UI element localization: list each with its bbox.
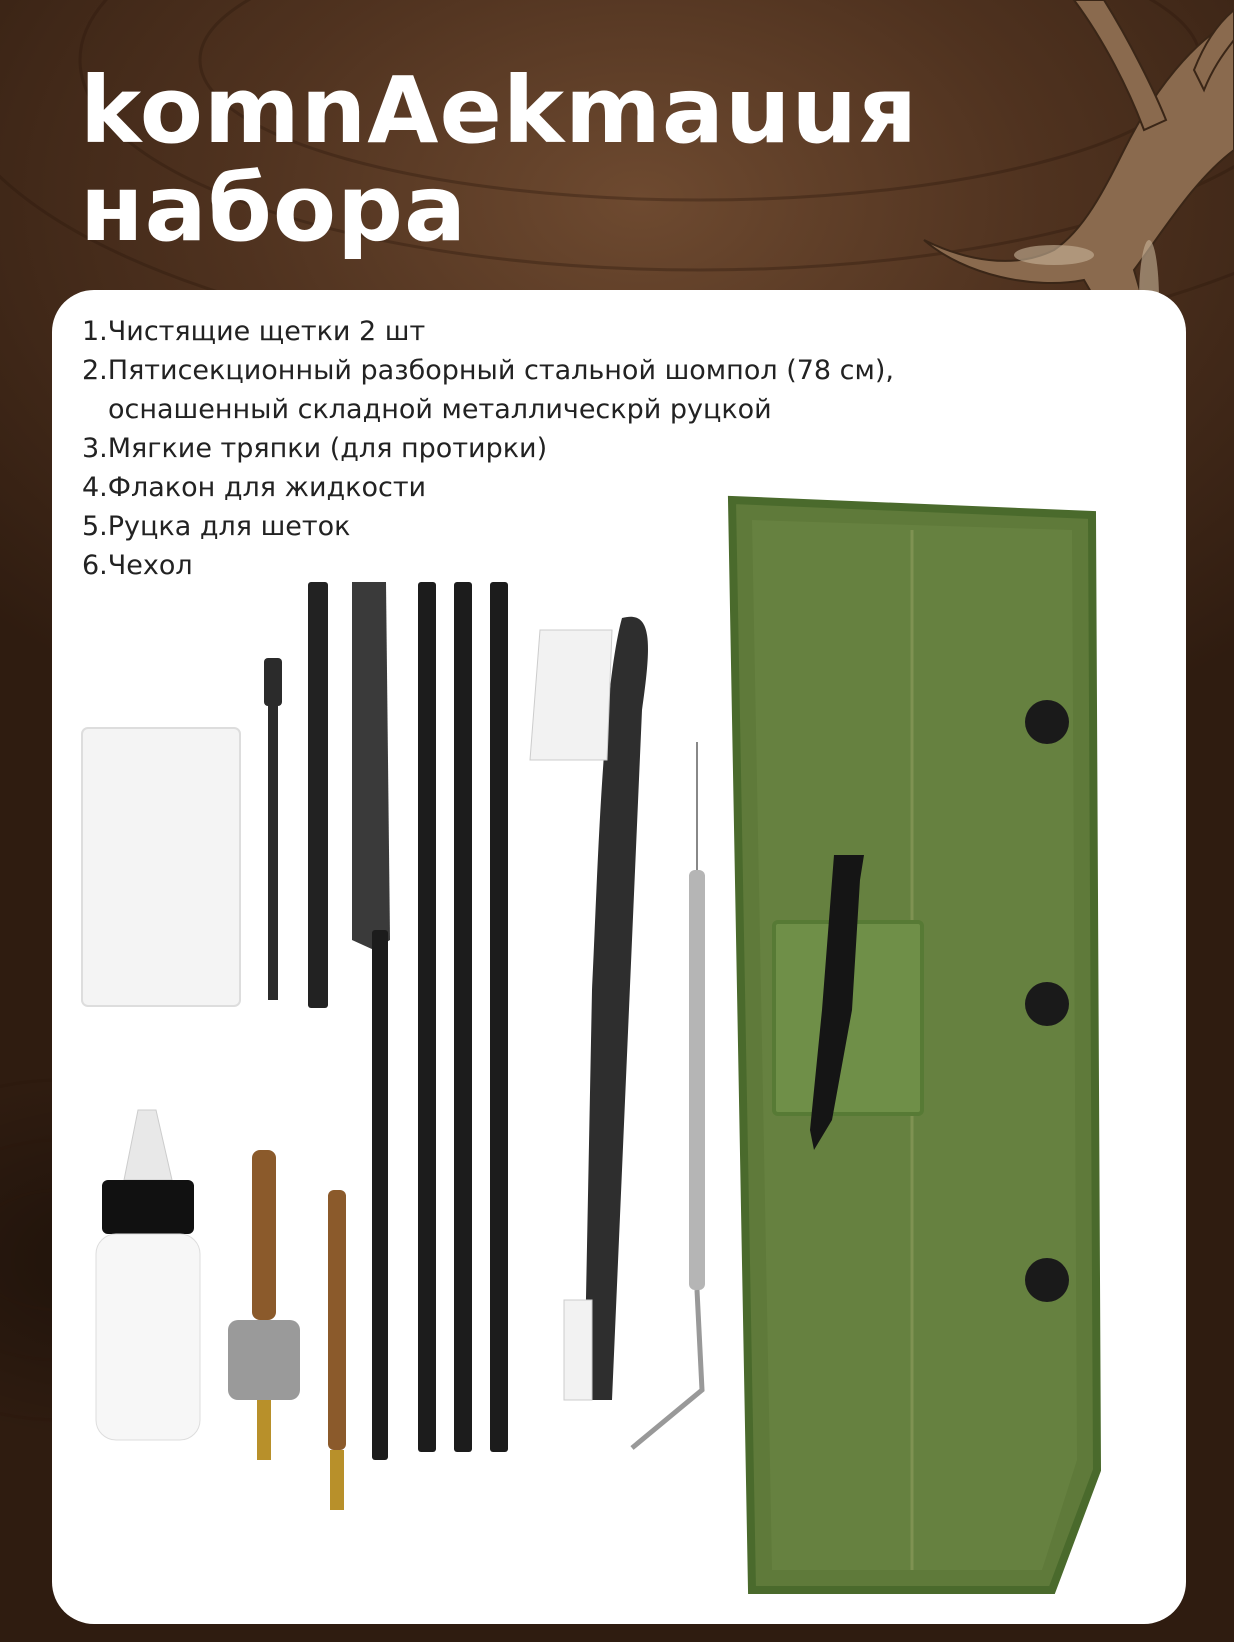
rod-section-2 bbox=[454, 582, 472, 1452]
patch-holder-image bbox=[268, 660, 278, 1000]
spec-item-5: 5.Руцка для шеток bbox=[82, 511, 351, 542]
cleaning-patches-image bbox=[82, 728, 240, 1006]
oil-bottle-image bbox=[96, 1110, 200, 1440]
bronze-brush-large bbox=[228, 1150, 300, 1460]
spec-list bbox=[82, 312, 894, 585]
page-title bbox=[80, 57, 919, 262]
bronze-brush-small bbox=[328, 1190, 346, 1510]
rod-section-thin bbox=[308, 582, 328, 1008]
rod-handle-section bbox=[352, 582, 390, 950]
rod-section-3 bbox=[490, 582, 508, 1452]
rod-section-1 bbox=[418, 582, 436, 1452]
spec-item-2-continued: оснашенный складной металлическрй руцкой bbox=[108, 394, 772, 425]
snap-button-1 bbox=[1025, 700, 1069, 744]
title-line-1: komnAekmauuя bbox=[80, 57, 919, 164]
spec-item-6: 6.Чехол bbox=[82, 550, 193, 581]
spec-item-2: 2.Пятисекционный разборный стальной шомпол (78 см), bbox=[82, 355, 894, 386]
spec-item-4: 4.Флакон для жидкости bbox=[82, 472, 427, 503]
title-line-2: набора bbox=[80, 155, 468, 262]
spec-item-3: 3.Мягкие тряпки (для протирки) bbox=[82, 433, 548, 464]
snap-button-3 bbox=[1025, 1258, 1069, 1302]
content-card bbox=[52, 290, 1186, 1624]
pick-tool-image bbox=[632, 742, 705, 1448]
spec-item-1: 1.Чистящие щетки 2 шт bbox=[82, 316, 426, 347]
pouch-image bbox=[732, 500, 1097, 1590]
snap-button-2 bbox=[1025, 982, 1069, 1026]
double-ended-brush-image bbox=[530, 617, 648, 1400]
